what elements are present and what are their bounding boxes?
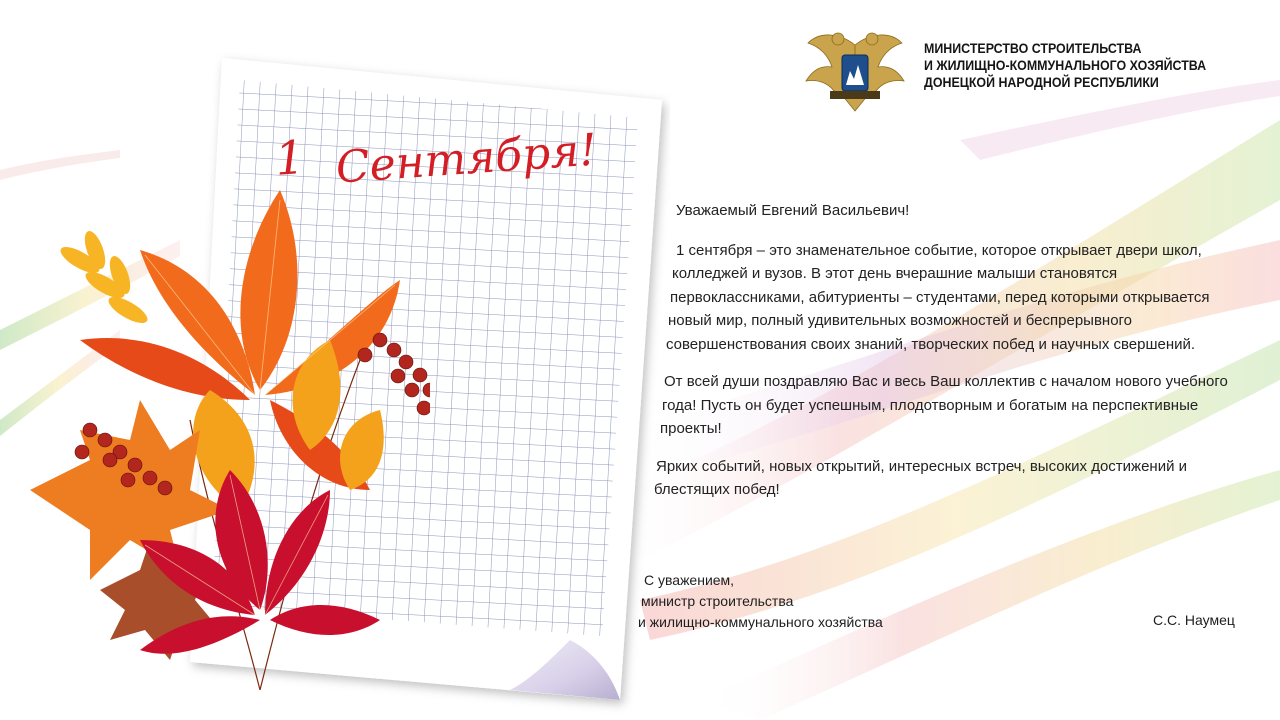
signer-name: С.С. Наумец bbox=[1153, 612, 1235, 628]
greeting: Уважаемый Евгений Васильевич! bbox=[676, 202, 910, 219]
ministry-name-line-1: МИНИСТЕРСТВО СТРОИТЕЛЬСТВА bbox=[924, 41, 1142, 56]
paragraph-line: проекты! bbox=[660, 420, 722, 437]
paragraph-line: колледжей и вузов. В этот день вчерашние малыши становятся bbox=[672, 265, 1118, 282]
paragraph-line: первоклассниками, абитуриенты – студентами, перед которыми открывается bbox=[670, 288, 1210, 306]
paragraph-line: совершенствования своих знаний, творческих побед и научных свершений. bbox=[666, 335, 1196, 353]
paragraph-2 bbox=[658, 370, 1254, 441]
paragraph-1 bbox=[666, 239, 1254, 357]
paragraph-line: От всей души поздравляю Вас и весь Ваш коллектив с началом нового учебного bbox=[664, 373, 1228, 390]
paragraph-line: блестящих побед! bbox=[654, 481, 780, 498]
closing-line-1: С уважением, bbox=[644, 572, 735, 588]
double-headed-eagle-icon bbox=[800, 25, 910, 115]
ministry-name-line-3: ДОНЕЦКОЙ НАРОДНОЙ РЕСПУБЛИКИ bbox=[924, 75, 1159, 90]
paragraph-3 bbox=[654, 455, 1254, 502]
paragraph-line: Ярких событий, новых открытий, интересных встреч, высоких достижений и bbox=[656, 457, 1188, 475]
card-heading bbox=[265, 95, 625, 205]
ministry-name bbox=[924, 40, 1206, 91]
closing-block bbox=[638, 570, 883, 633]
heading-number: 1 bbox=[273, 129, 307, 186]
paragraph-line: новый мир, полный удивительных возможностей и беспрерывного bbox=[668, 312, 1133, 329]
closing-line-3: и жилищно-коммунального хозяйства bbox=[638, 614, 883, 630]
letter-body bbox=[654, 199, 1254, 502]
paragraph-line: года! Пусть он будет успешным, плодотворным и богатым на перспективные bbox=[662, 396, 1199, 414]
ministry-name-line-2: И ЖИЛИЩНО-КОММУНАЛЬНОГО ХОЗЯЙСТВА bbox=[924, 58, 1207, 73]
autumn-leaves-illustration bbox=[10, 190, 430, 710]
heading-word: Сентября! bbox=[334, 124, 599, 194]
closing-line-2: министр строительства bbox=[641, 593, 794, 609]
paragraph-line: 1 сентября – это знаменательное событие, которое открывает двери школ, bbox=[676, 241, 1202, 259]
